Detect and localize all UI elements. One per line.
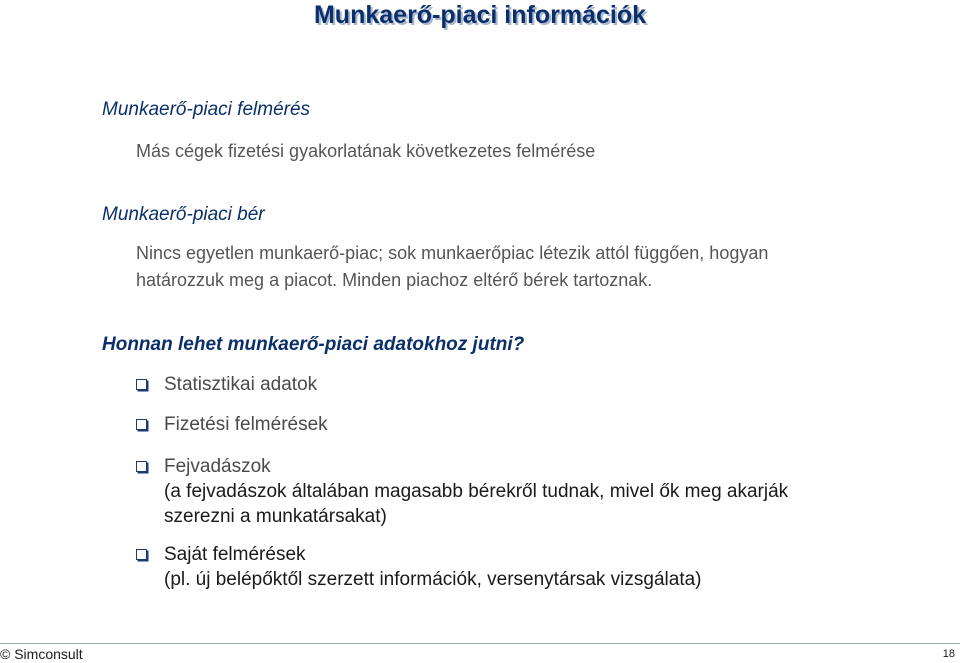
bullet-line: Saját felmérések <box>164 544 306 565</box>
section-heading-market-survey: Munkaerő-piaci felmérés <box>102 99 311 120</box>
bullet-text <box>164 454 788 529</box>
section-heading-market-wage: Munkaerő-piaci bér <box>102 204 265 225</box>
slide-title: Munkaerő-piaci információk <box>313 1 647 29</box>
question-heading: Honnan lehet munkaerő-piaci adatokhoz jutni? <box>102 334 525 355</box>
hollow-square-bullet-icon <box>136 461 147 472</box>
section-text-market-survey <box>136 138 595 165</box>
hollow-square-bullet-icon <box>136 379 147 390</box>
bullet-line: Fejvadászok <box>164 456 271 477</box>
paragraph-line: Más cégek fizetési gyakorlatának következetes felmérése <box>136 141 596 161</box>
bullet-line: (pl. új belépőktől szerzett információk, versenytársak vizsgálata) <box>164 569 702 590</box>
footer-divider <box>0 643 960 644</box>
bullet-line: szerezni a munkatársakat) <box>164 506 387 527</box>
hollow-square-bullet-icon <box>136 419 147 430</box>
hollow-square-bullet-icon <box>136 549 147 560</box>
footer-copyright: © Simconsult <box>0 646 83 662</box>
bullet-text <box>164 542 702 592</box>
page-number: 18 <box>942 648 955 660</box>
bullet-text: Statisztikai adatok <box>164 374 318 395</box>
paragraph-line: Nincs egyetlen munkaerő-piac; sok munkaerőpiac létezik attól függően, hogyan <box>136 243 769 263</box>
section-text-market-wage <box>136 240 768 294</box>
paragraph-line: határozzuk meg a piacot. Minden piachoz eltérő bérek tartoznak. <box>136 270 653 290</box>
bullet-line: (a fejvadászok általában magasabb bérekről tudnak, mivel ők meg akarják <box>164 481 789 502</box>
bullet-text: Fizetési felmérések <box>164 414 328 435</box>
